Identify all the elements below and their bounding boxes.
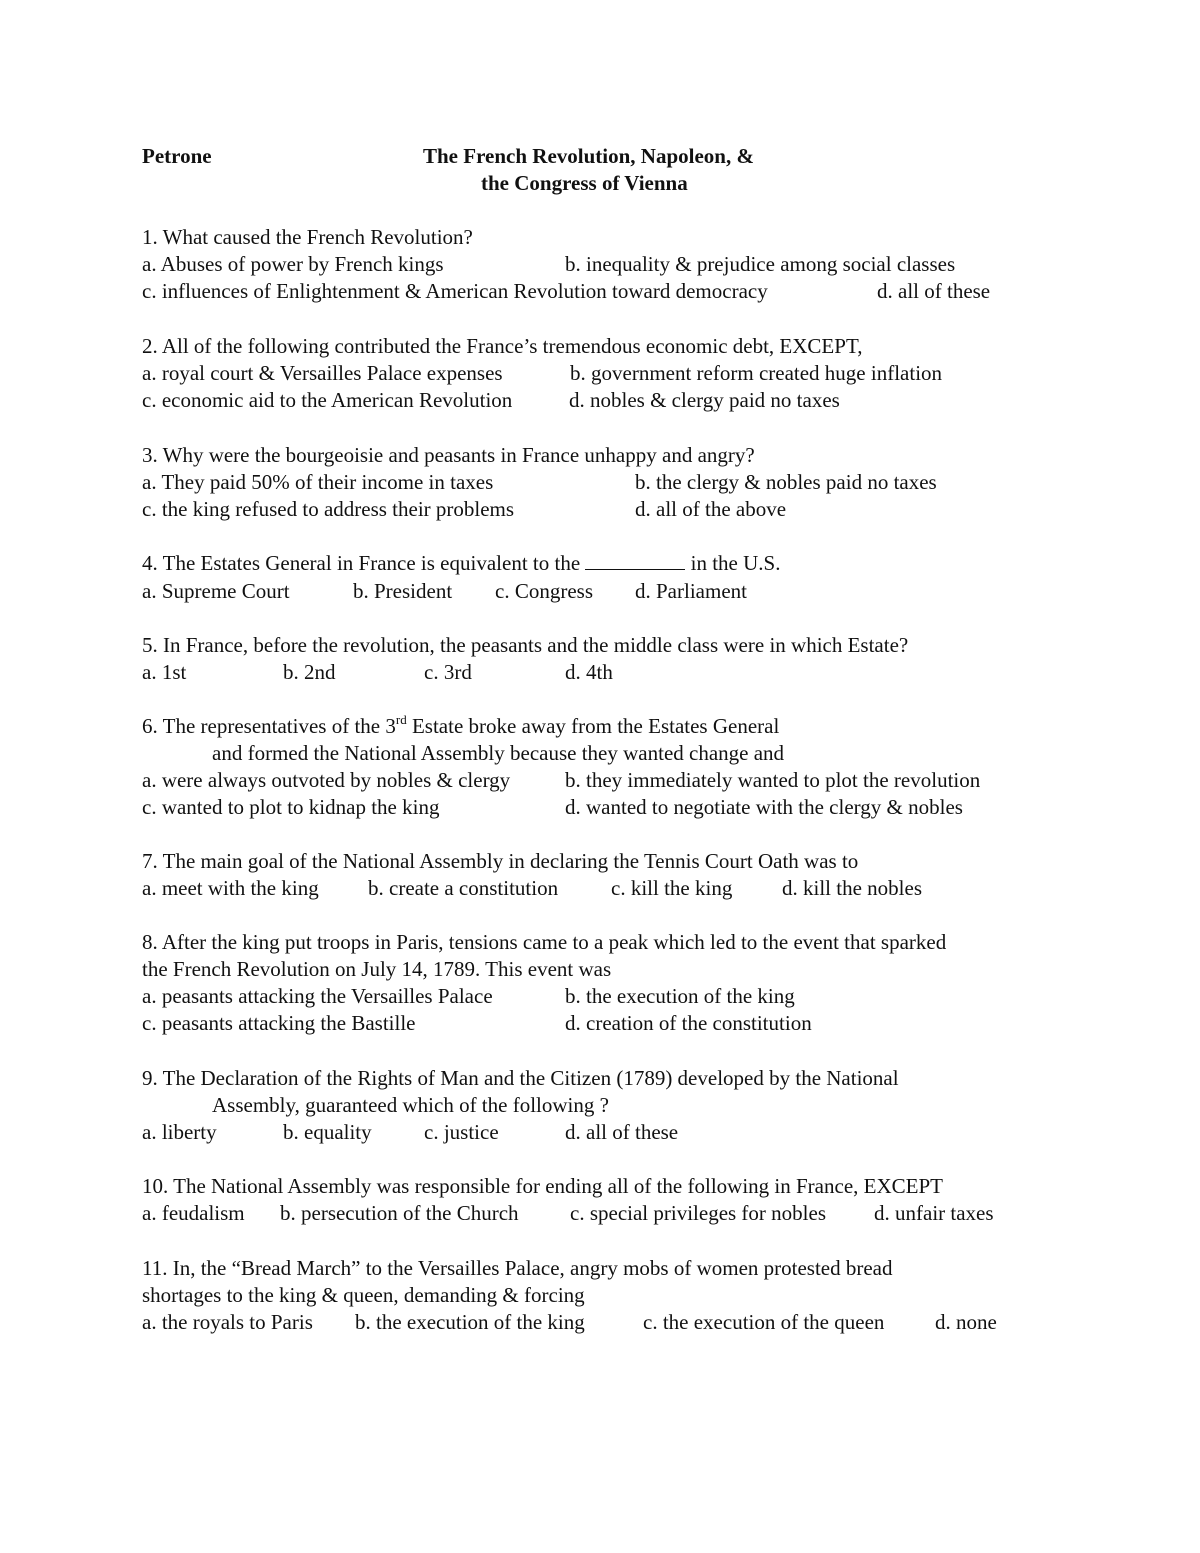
question-11-text-line-2: shortages to the king & queen, demanding & forcing — [142, 1283, 585, 1307]
question-8-text-line-2: the French Revolution on July 14, 1789. This event was — [142, 957, 612, 981]
question-11-option-a: a. the royals to Paris — [142, 1310, 313, 1334]
question-5-option-b: b. 2nd — [283, 660, 336, 684]
question-1-option-a: a. Abuses of power by French kings — [142, 252, 444, 276]
question-1-option-d: d. all of these — [877, 279, 991, 303]
question-8-option-c: c. peasants attacking the Bastille — [142, 1011, 416, 1035]
question-2-option-d: d. nobles & clergy paid no taxes — [569, 388, 840, 412]
question-8-text: 8. After the king put troops in Paris, tensions came to a peak which led to the event that sparked — [142, 930, 947, 954]
question-11-text: 11. In, the “Bread March” to the Versailles Palace, angry mobs of women protested bread — [142, 1256, 893, 1280]
question-10-option-c: c. special privileges for nobles — [570, 1201, 826, 1225]
page-title-line-2: the Congress of Vienna — [481, 171, 688, 195]
question-4-option-b: b. President — [353, 579, 453, 603]
question-1-option-c: c. influences of Enlightenment & American Revolution toward democracy — [142, 279, 768, 303]
author-name: Petrone — [142, 144, 212, 168]
question-3-option-a: a. They paid 50% of their income in taxes — [142, 470, 494, 494]
question-2-option-a: a. royal court & Versailles Palace expenses — [142, 361, 503, 385]
question-10-option-b: b. persecution of the Church — [280, 1201, 519, 1225]
question-3-option-c: c. the king refused to address their problems — [142, 497, 515, 521]
question-8-option-d: d. creation of the constitution — [565, 1011, 812, 1035]
question-6-text-suffix: Estate broke away from the Estates General — [406, 714, 780, 738]
question-4-text-after-blank: in the U.S. — [685, 551, 781, 575]
question-9-option-c: c. justice — [424, 1120, 499, 1144]
question-6-option-a: a. were always outvoted by nobles & clergy — [142, 768, 511, 792]
question-4-option-a: a. Supreme Court — [142, 579, 290, 603]
ordinal-superscript: rd — [395, 712, 407, 727]
question-6-option-c: c. wanted to plot to kidnap the king — [142, 795, 440, 819]
question-7-option-a: a. meet with the king — [142, 876, 319, 900]
question-9-text: 9. The Declaration of the Rights of Man and the Citizen (1789) developed by the National — [142, 1066, 899, 1090]
question-1-text: 1. What caused the French Revolution? — [142, 225, 473, 249]
question-2-option-c: c. economic aid to the American Revolution — [142, 388, 513, 412]
question-10-option-a: a. feudalism — [142, 1201, 245, 1225]
question-9-text-line-2: Assembly, guaranteed which of the following ? — [212, 1093, 609, 1117]
question-3-option-b: b. the clergy & nobles paid no taxes — [635, 470, 937, 494]
question-9-option-a: a. liberty — [142, 1120, 217, 1144]
question-3-text: 3. Why were the bourgeoisie and peasants in France unhappy and angry? — [142, 443, 755, 467]
question-6-text-prefix: 6. The representatives of the 3 — [142, 714, 396, 738]
question-4-option-c: c. Congress — [495, 579, 593, 603]
question-1-option-b: b. inequality & prejudice among social classes — [565, 252, 956, 276]
question-9-option-d: d. all of these — [565, 1120, 679, 1144]
question-5-option-c: c. 3rd — [424, 660, 472, 684]
page-title-line-1: The French Revolution, Napoleon, & — [423, 144, 754, 168]
question-8-option-b: b. the execution of the king — [565, 984, 795, 1008]
question-6-option-d: d. wanted to negotiate with the clergy & nobles — [565, 795, 963, 819]
question-11-option-d: d. none — [935, 1310, 997, 1334]
question-10-text: 10. The National Assembly was responsible for ending all of the following in France, EXCEPT — [142, 1174, 943, 1198]
question-7-text: 7. The main goal of the National Assembly in declaring the Tennis Court Oath was to — [142, 849, 859, 873]
question-8-option-a: a. peasants attacking the Versailles Palace — [142, 984, 493, 1008]
question-5-option-d: d. 4th — [565, 660, 613, 684]
question-7-option-b: b. create a constitution — [368, 876, 559, 900]
question-9-option-b: b. equality — [283, 1120, 372, 1144]
question-6-option-b: b. they immediately wanted to plot the revolution — [565, 768, 981, 792]
question-6-text-line-2: and formed the National Assembly because they wanted change and — [212, 741, 785, 765]
question-6-text — [142, 713, 779, 740]
question-11-option-b: b. the execution of the king — [355, 1310, 585, 1334]
question-5-text: 5. In France, before the revolution, the peasants and the middle class were in which Estate? — [142, 633, 909, 657]
question-3-option-d: d. all of the above — [635, 497, 787, 521]
question-11-option-c: c. the execution of the queen — [643, 1310, 885, 1334]
question-2-text: 2. All of the following contributed the France’s tremendous economic debt, EXCEPT, — [142, 334, 863, 358]
question-4-text — [142, 550, 780, 577]
question-7-option-c: c. kill the king — [611, 876, 733, 900]
question-2-option-b: b. government reform created huge inflation — [570, 361, 943, 385]
question-5-option-a: a. 1st — [142, 660, 187, 684]
question-10-option-d: d. unfair taxes — [874, 1201, 994, 1225]
question-4-option-d: d. Parliament — [635, 579, 747, 603]
answer-blank — [585, 551, 685, 570]
question-7-option-d: d. kill the nobles — [782, 876, 922, 900]
question-4-text-before-blank: 4. The Estates General in France is equivalent to the — [142, 551, 586, 575]
